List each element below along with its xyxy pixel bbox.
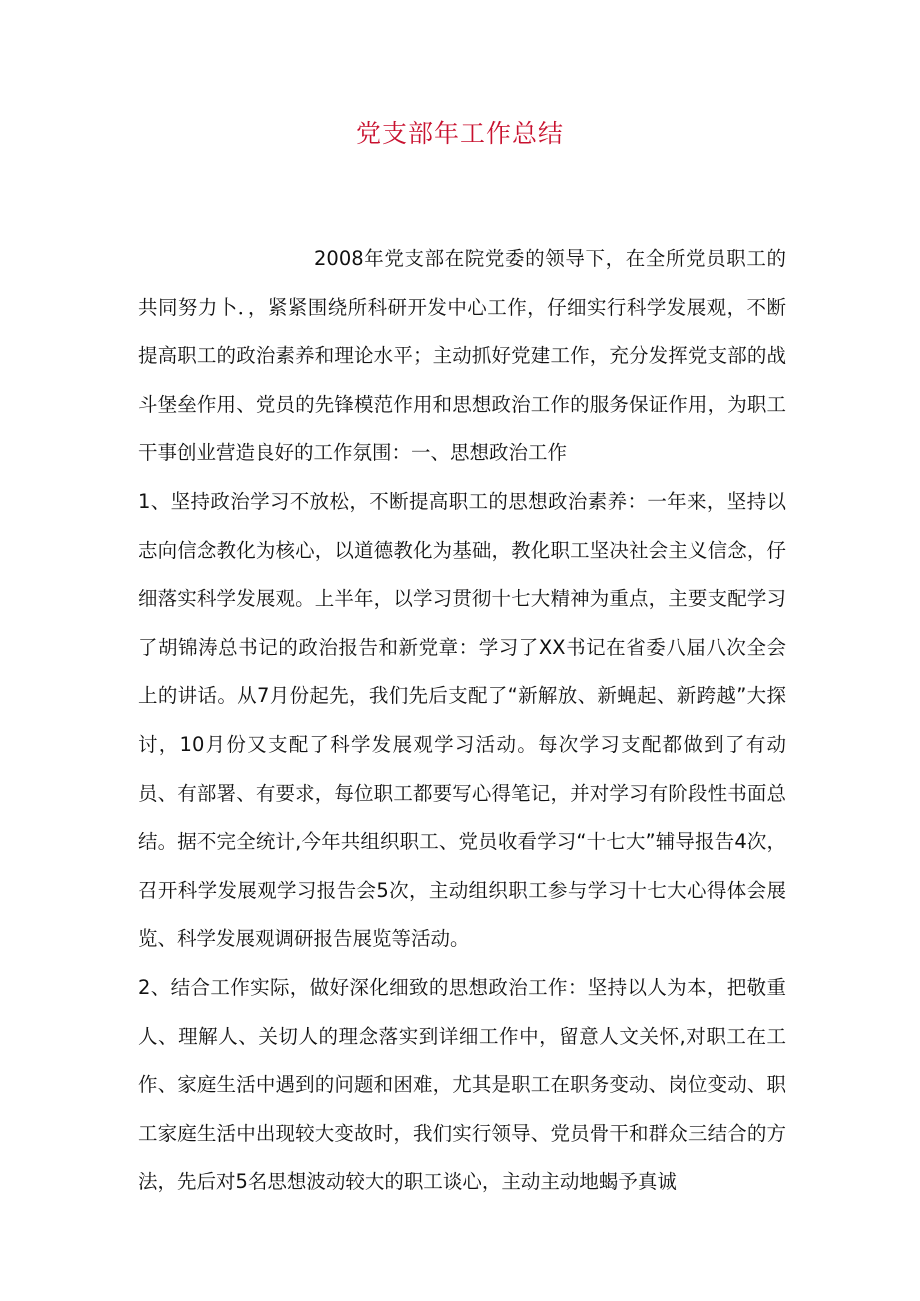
document-title: 党支部年工作总结: [355, 119, 564, 148]
paragraph-political-study: 1、坚持政治学习不放松，不断提高职工的思想政治素养：一年来，坚持以志向信念教化为核心，以道德教化为基础，教化职工坚决社会主义信念，仔细落实科学发展观。上半年，以学习贯彻十七大精神为重点，主要支配学习了胡锦涛总书记的政治报告和新党章：学习了XX书记在省委八届八次全会上的讲话。从7月份起先，我们先后支配了“新解放、新蝇起、新跨越”大探讨，10月份又支配了科学发展观学习活动。每次学习支配都做到了有动员、有部署、有要求，每位职工都要写心得笔记，并对学习有阶段性书面总结。据不完全统计,今年共组织职工、党员收看学习“十七大”辅导报告4次，召开科学发展观学习报告会5次，主动组织职工参与学习十七大心得体会展览、科学发展观调研报告展览等活动。: [138, 489, 786, 951]
document-body: [138, 235, 786, 1207]
paragraph-intro: 2008年党支部在院党委的领导下，在全所党员职工的共同努力卜．，紧紧围绕所科研开发中心工作，仔细实行科学发展观，不断提高职工的政治素养和理论水平；主动抓好党建工作，充分发挥党支部的战斗堡垒作用、党员的先锋模范作用和思想政治工作的服务保证作用，为职工干事创业营造良好的工作氛围：一、思想政治工作: [138, 247, 786, 465]
paragraph-ideological-work: 2、结合工作实际，做好深化细致的思想政治工作：坚持以人为本，把敬重人、理解人、关切人的理念落实到详细工作中，留意人文关怀,对职工在工作、家庭生活中遇到的问题和困难，尤其是职工在职务变动、岗位变动、职工家庭生活中出现较大变故时，我们实行领导、党员骨干和群众三结合的方法，先后对5名思想波动较大的职工谈心，主动主动地蝎予真诚: [138, 975, 786, 1194]
